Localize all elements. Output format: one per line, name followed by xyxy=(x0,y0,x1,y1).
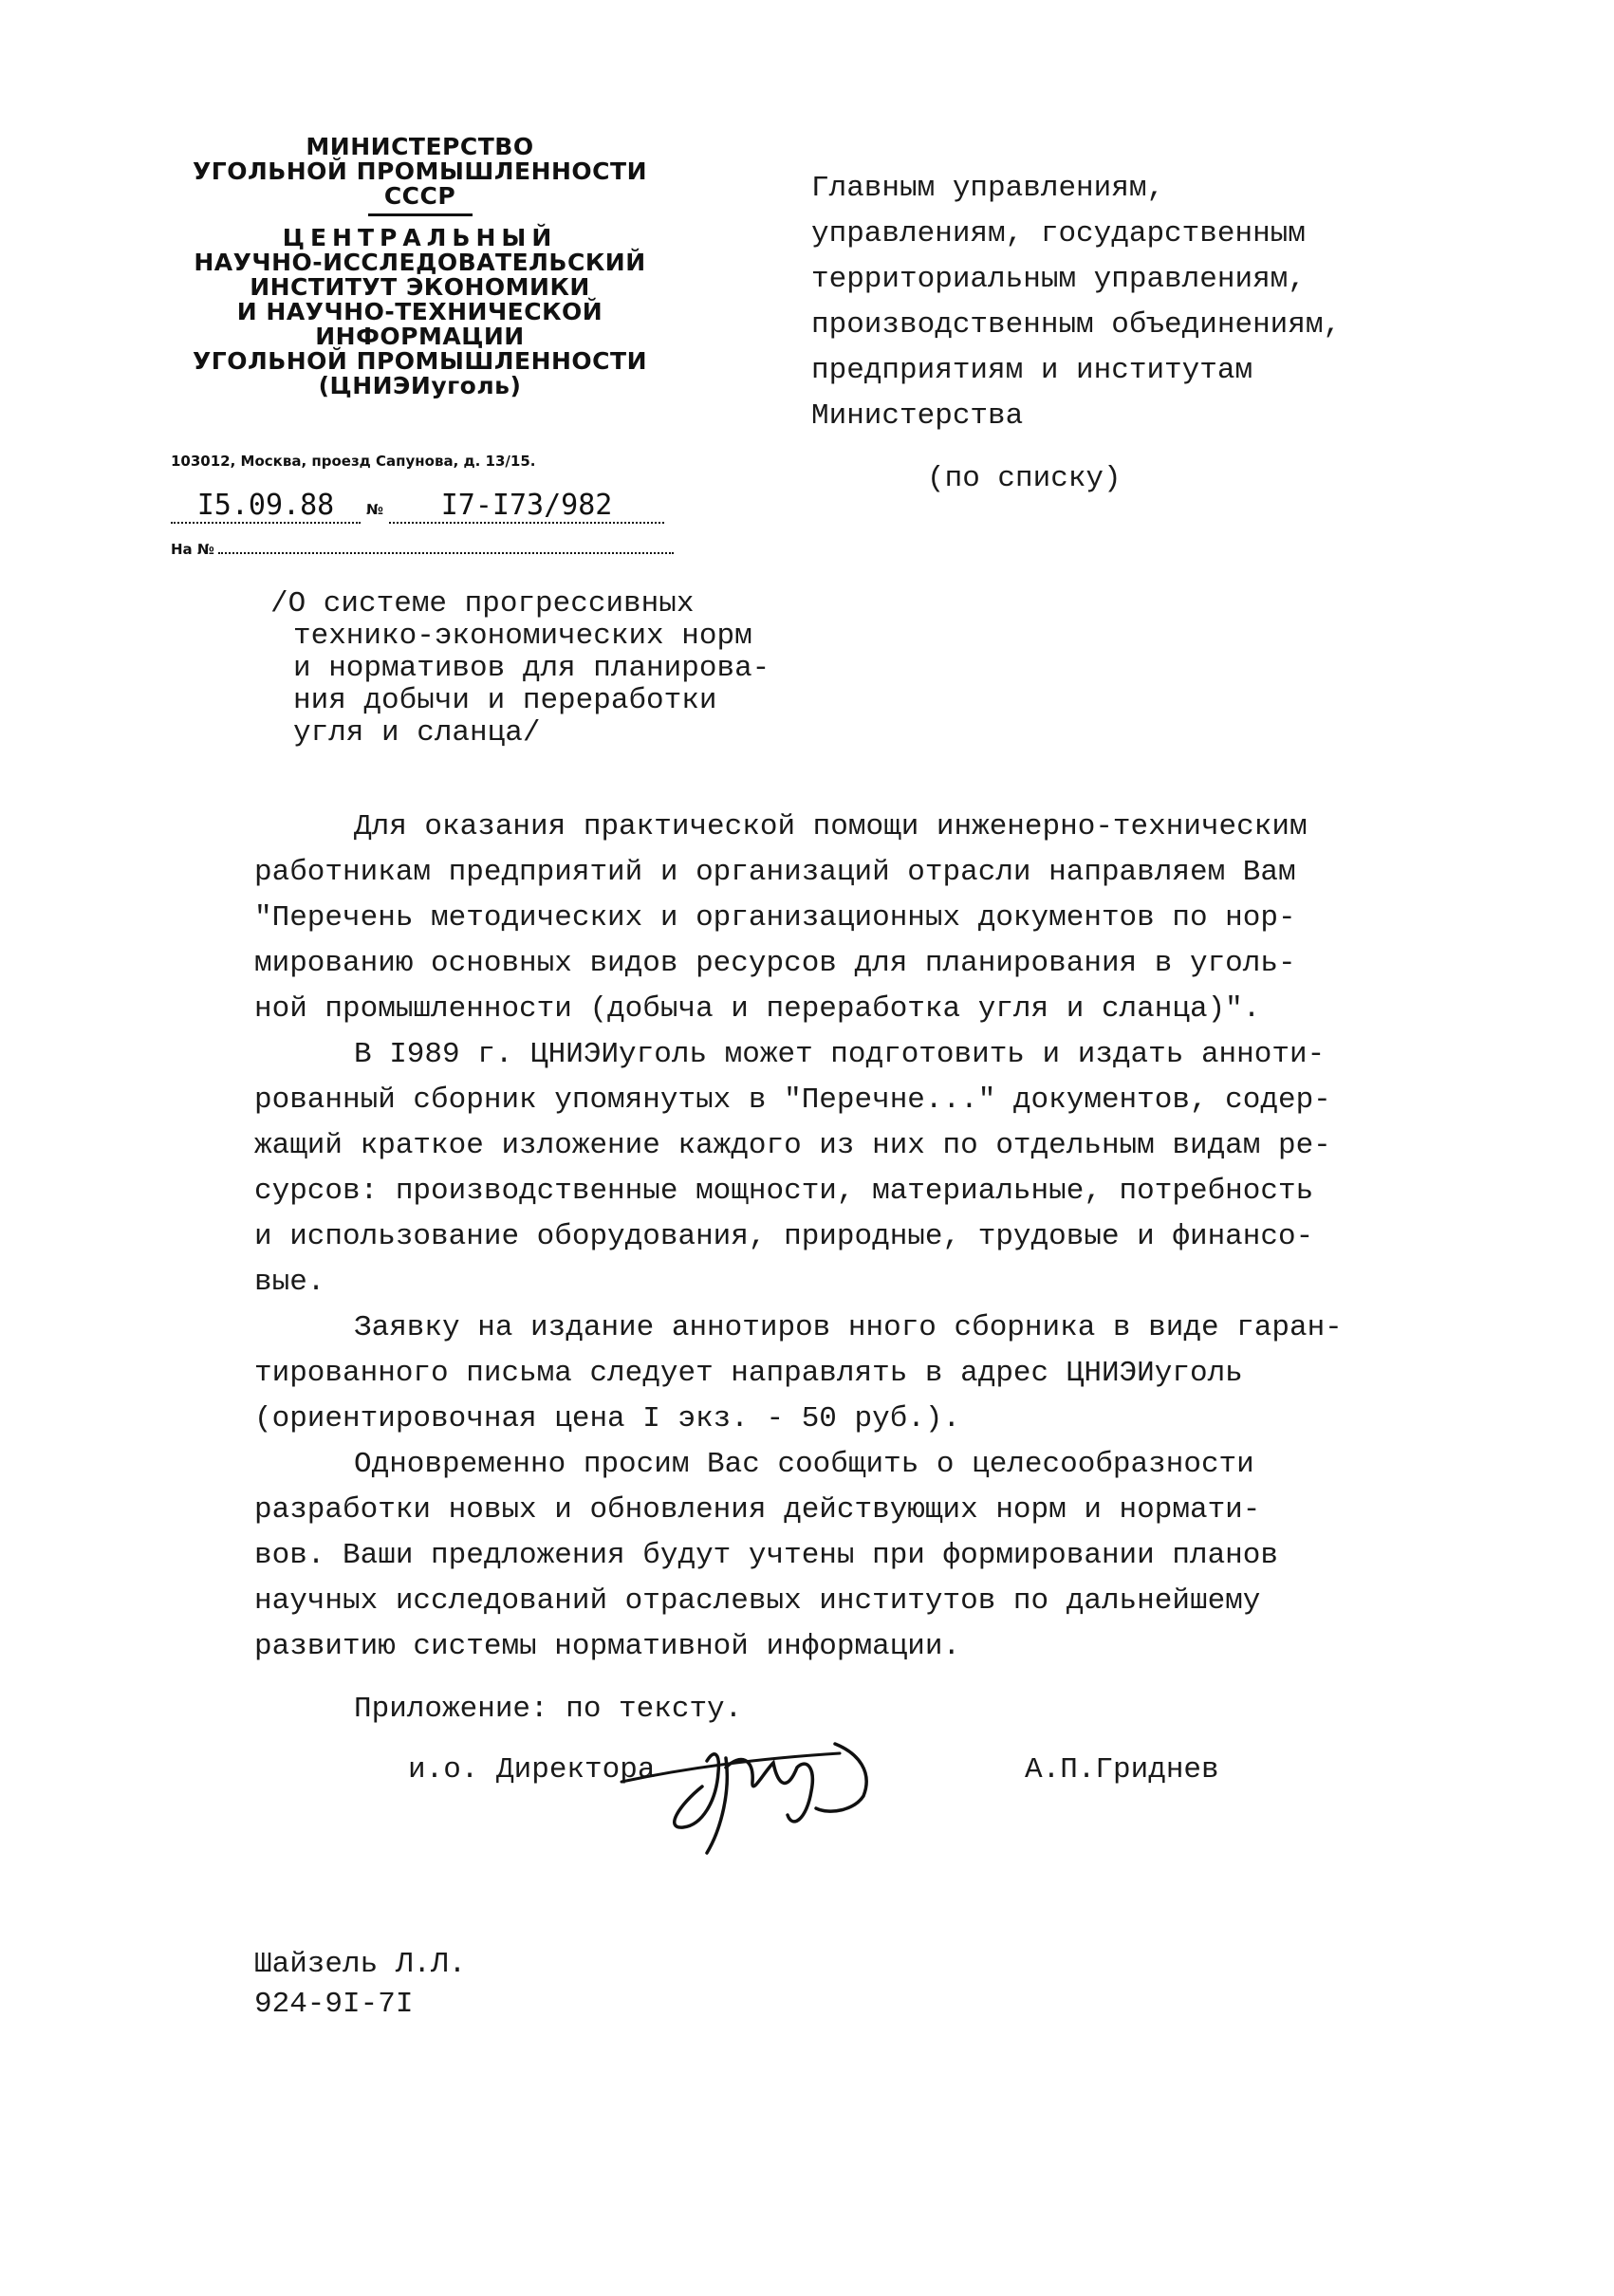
body-line: Для оказания практической помощи инженерно-техническим xyxy=(354,810,1308,843)
body-line: ной промышленности (добыча и переработка угля и сланца)". xyxy=(254,992,1261,1026)
institute-line: И НАУЧНО-ТЕХНИЧЕСКОЙ xyxy=(236,298,603,325)
ministry-line: УГОЛЬНОЙ ПРОМЫШЛЕННОСТИ xyxy=(192,157,647,185)
number-sign: № xyxy=(366,501,384,518)
recipients-block xyxy=(811,166,1494,502)
reference-blank xyxy=(218,552,674,554)
body-line: развитию системы нормативной информации. xyxy=(254,1630,961,1663)
letterhead-divider xyxy=(368,213,473,216)
body-line: "Перечень методических и организационных документов по нор- xyxy=(254,901,1296,935)
body-line: вые. xyxy=(254,1266,325,1299)
institute-line: (ЦНИЭИуголь) xyxy=(318,372,522,399)
paragraph-2 xyxy=(254,1032,1440,1305)
signatory-title: и.о. Директора xyxy=(408,1753,656,1787)
ministry-line: МИНИСТЕРСТВО xyxy=(306,133,534,160)
body-line: разработки новых и обновления действующих норм и нормати- xyxy=(254,1493,1261,1527)
paragraph-4 xyxy=(254,1442,1440,1670)
body-line: вов. Ваши предложения будут учтены при формировании планов xyxy=(254,1539,1278,1572)
recipient-line: производственным объединениям, xyxy=(811,308,1342,342)
body-line: рованный сборник упомянутых в "Перечне..." документов, содер- xyxy=(254,1083,1331,1117)
body-line: Одновременно просим Вас сообщить о целесообразности xyxy=(354,1448,1254,1481)
body-line: сурсов: производственные мощности, материальные, потребность xyxy=(254,1175,1314,1208)
ministry-line: СССР xyxy=(383,182,456,210)
executor-block xyxy=(254,1945,634,2025)
institute-line: НАУЧНО-ИССЛЕДОВАТЕЛЬСКИЙ xyxy=(194,249,646,276)
recipients-note: (по списку) xyxy=(927,462,1122,495)
letter-body xyxy=(254,805,1440,1732)
body-line: и использование оборудования, природные, трудовые и финансо- xyxy=(254,1220,1314,1253)
executor-name: Шайзель Л.Л. xyxy=(254,1948,467,1981)
institute-line: ИНФОРМАЦИИ xyxy=(315,323,525,350)
subject-line: /О системе прогрессивных xyxy=(270,587,695,620)
letterhead xyxy=(161,135,678,398)
body-line: научных исследований отраслевых институтов по дальнейшему xyxy=(254,1584,1261,1618)
ministry-block xyxy=(161,135,678,209)
recipient-line: территориальным управлениям, xyxy=(811,263,1306,296)
institute-line: ЦЕНТРАЛЬНЫЙ xyxy=(282,224,558,251)
body-line: жащий краткое изложение каждого из них по отдельным видам ре- xyxy=(254,1129,1331,1162)
registration-line xyxy=(171,489,683,524)
reference-label: На № xyxy=(171,541,214,558)
body-line: Заявку на издание аннотиров нного сборника в виде гаран- xyxy=(354,1311,1343,1344)
institute-line: ИНСТИТУТ ЭКОНОМИКИ xyxy=(250,273,590,301)
recipient-line: Главным управлениям, xyxy=(811,172,1165,205)
recipient-line: предприятиям и институтам xyxy=(811,354,1253,387)
recipient-line: Министерства xyxy=(811,399,1024,433)
subject-block xyxy=(270,588,859,750)
recipient-line: управлениям, государственным xyxy=(811,217,1306,250)
subject-line: угля и сланца/ xyxy=(293,716,541,750)
letter-date: I5.09.88 xyxy=(171,489,361,524)
paragraph-1 xyxy=(254,805,1440,1032)
reference-line xyxy=(171,541,683,558)
signatory-name: А.П.Гриднев xyxy=(1025,1753,1219,1787)
institute-address: 103012, Москва, проезд Сапунова, д. 13/15. xyxy=(171,453,536,470)
institute-line: УГОЛЬНОЙ ПРОМЫШЛЕННОСТИ xyxy=(192,347,647,375)
handwritten-signature xyxy=(612,1715,925,1858)
body-line: мированию основных видов ресурсов для планирования в уголь- xyxy=(254,947,1296,980)
registration-number: I7-I73/982 xyxy=(389,489,664,524)
body-line: В I989 г. ЦНИЭИуголь может подготовить и издать анноти- xyxy=(354,1038,1326,1071)
institute-block xyxy=(161,226,678,398)
subject-line: технико-экономических норм xyxy=(293,620,752,653)
subject-line: и нормативов для планирова- xyxy=(293,652,770,685)
signature-block xyxy=(408,1744,1499,1858)
attachment-note: Приложение: по тексту. xyxy=(354,1693,743,1726)
body-line: (ориентировочная цена I экз. - 50 руб.). xyxy=(254,1402,961,1435)
body-line: тированного письма следует направлять в адрес ЦНИЭИуголь xyxy=(254,1357,1243,1390)
executor-phone: 924-9I-7I xyxy=(254,1988,414,2021)
paragraph-3 xyxy=(254,1305,1440,1442)
subject-line: ния добычи и переработки xyxy=(293,684,717,717)
body-line: работникам предприятий и организаций отрасли направляем Вам xyxy=(254,856,1296,889)
